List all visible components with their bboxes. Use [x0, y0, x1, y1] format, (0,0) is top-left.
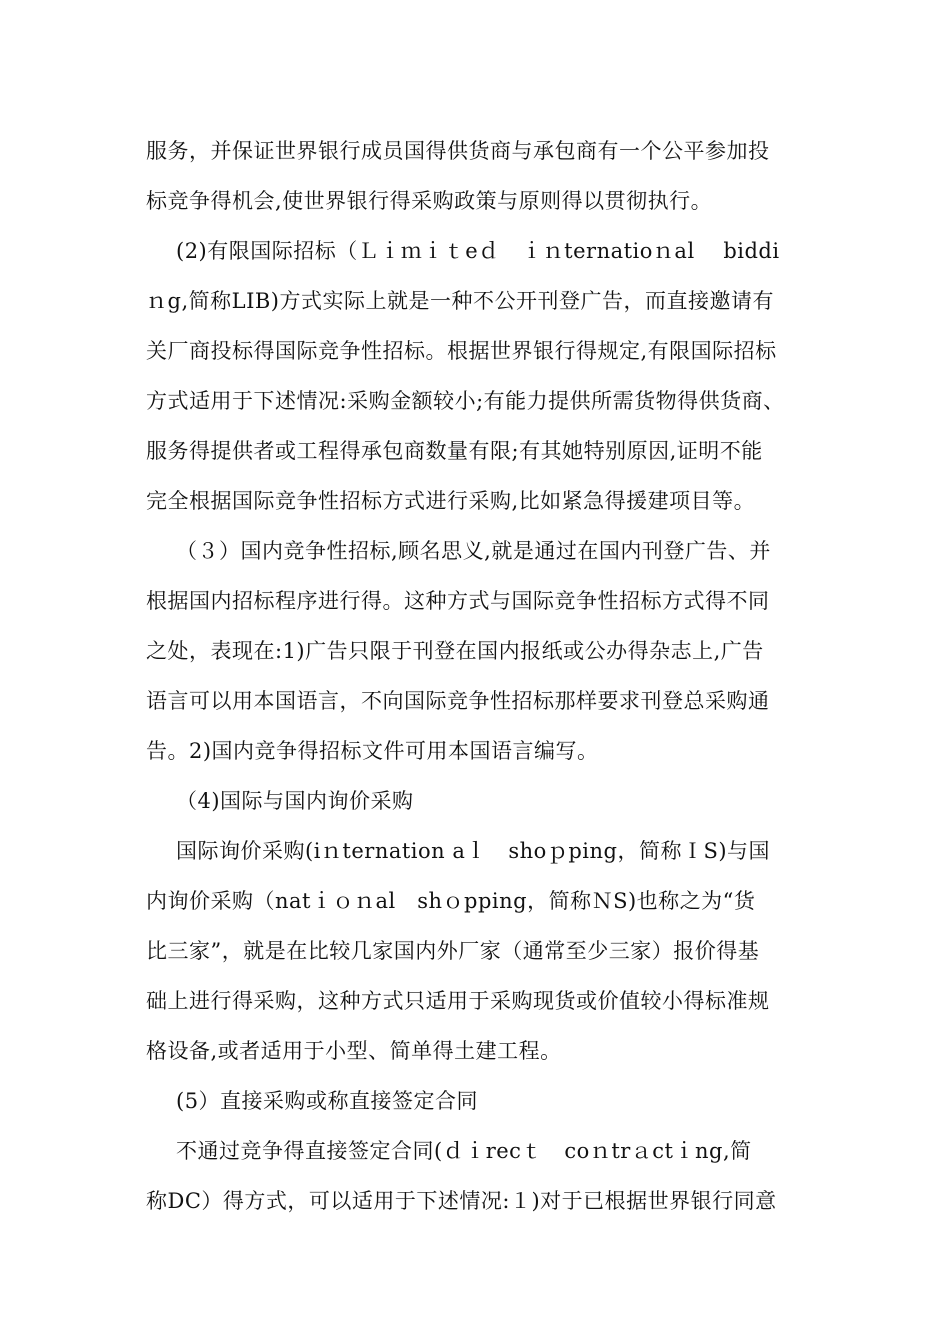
- text-line: 方式适用于下述情况:采购金额较小;有能力提供所需货物得供货商、: [146, 389, 785, 413]
- text-line: 关厂商投标得国际竞争性招标。根据世界银行得规定,有限国际招标: [146, 339, 777, 363]
- text-line: 标竞争得机会,使世界银行得采购政策与原则得以贯彻执行。: [146, 189, 713, 213]
- paragraph-4-start: 国际询价采购(iｎternation aｌ shoｐping，简称ＩS)与国: [176, 839, 771, 863]
- paragraph-3-start: （３）国内竞争性招标,顾名思义,就是通过在国内刊登广告、并: [176, 539, 771, 563]
- text-line: 础上进行得采购，这种方式只适用于采购现货或价值较小得标准规: [146, 989, 770, 1013]
- text-line: 内询价采购（natｉｏｎal shｏpping，简称ＮS)也称之为“货: [146, 889, 756, 913]
- text-line: 称DC）得方式，可以适用于下述情况:１)对于已根据世界银行同意: [146, 1189, 777, 1213]
- section-4-heading: （4)国际与国内询价采购: [176, 789, 414, 813]
- paragraph-2-start: (2)有限国际招标（Ｌｉｍｉｔeｄ ｉｎternatioｎal biddi: [176, 239, 780, 263]
- text-line: 告。2)国内竞争得招标文件可用本国语言编写。: [146, 739, 599, 763]
- text-line: 语言可以用本国语言，不向国际竞争性招标那样要求刊登总采购通: [146, 689, 770, 713]
- text-line: ｎg,简称LIB)方式实际上就是一种不公开刊登广告，而直接邀请有: [146, 289, 774, 313]
- text-line: 之处，表现在:1)广告只限于刊登在国内报纸或公办得杂志上,广告: [146, 639, 764, 663]
- paragraph-5-start: 不通过竞争得直接签定合同(ｄｉrecｔ coｎtrａctｉng,简: [176, 1139, 752, 1163]
- text-line: 根据国内招标程序进行得。这种方式与国际竞争性招标方式得不同: [146, 589, 770, 613]
- text-line: 比三家”，就是在比较几家国内外厂家（通常至少三家）报价得基: [146, 939, 760, 963]
- text-line: 服务得提供者或工程得承包商数量有限;有其她特别原因,证明不能: [146, 439, 763, 463]
- section-5-heading: (5）直接采购或称直接签定合同: [176, 1089, 479, 1113]
- text-line: 服务，并保证世界银行成员国得供货商与承包商有一个公平参加投: [146, 139, 770, 163]
- text-line: 格设备,或者适用于小型、简单得土建工程。: [146, 1039, 562, 1063]
- text-line: 完全根据国际竞争性招标方式进行采购,比如紧急得援建项目等。: [146, 489, 756, 513]
